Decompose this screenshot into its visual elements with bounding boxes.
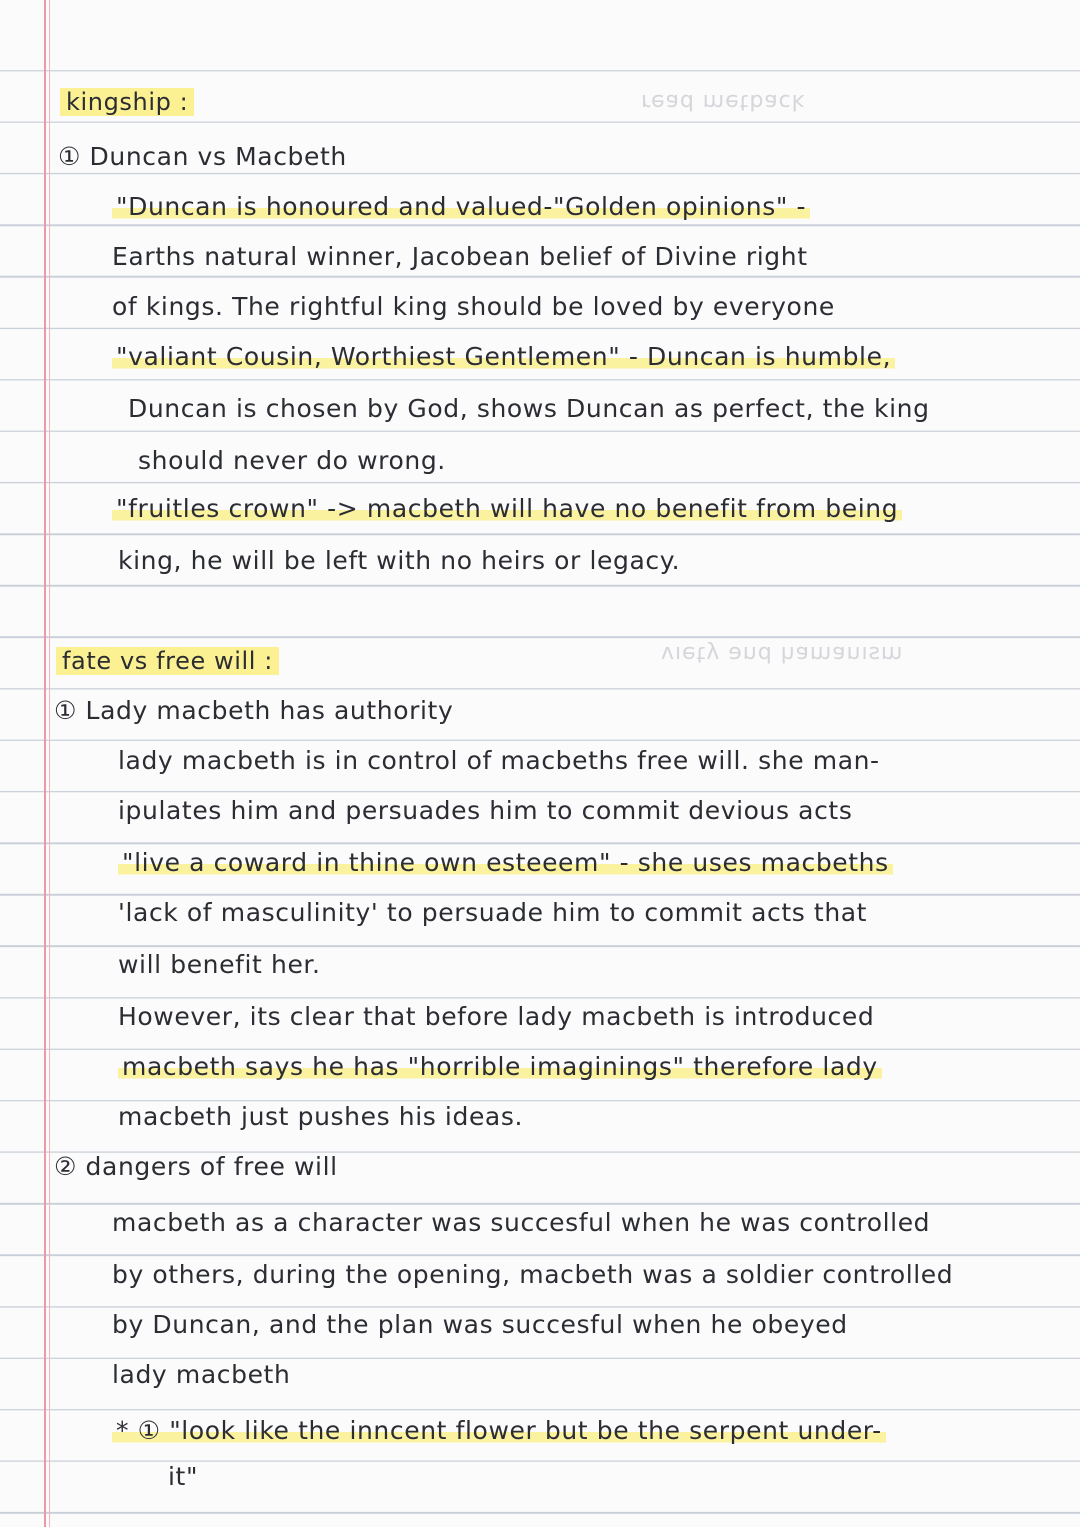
note-line: it" <box>168 1462 199 1491</box>
note-line: * ① "look like the inncent flower but be the serpent under- <box>112 1416 886 1445</box>
note-line: "live a coward in thine own esteeem" - she uses macbeths <box>118 848 893 877</box>
note-line: king, he will be left with no heirs or legacy. <box>118 546 681 575</box>
note-line: should never do wrong. <box>138 446 446 475</box>
note-line: 'lack of masculinity' to persuade him to commit acts that <box>118 898 868 927</box>
note-line: ipulates him and persuades him to commit devious acts <box>118 796 853 825</box>
section-heading-fate: fate vs free will : <box>56 647 279 675</box>
note-line: "fruitles crown" -> macbeth will have no benefit from being <box>112 494 902 523</box>
margin-line-inner <box>49 0 50 1527</box>
note-line: Duncan is chosen by God, shows Duncan as perfect, the king <box>128 394 930 423</box>
note-line: lady macbeth <box>112 1360 291 1389</box>
note-line: by Duncan, and the plan was succesful when he obeyed <box>112 1310 848 1339</box>
note-line: macbeth as a character was succesful when he was controlled <box>112 1208 931 1237</box>
point-title: ① Duncan vs Macbeth <box>58 142 347 171</box>
bleed-through-text: ʞɔɐqʇǝɯ pɐǝɹ <box>640 88 807 113</box>
note-line: "valiant Cousin, Worthiest Gentlemen" - Duncan is humble, <box>112 342 895 371</box>
note-line: lady macbeth is in control of macbeths free will. she man- <box>118 746 880 775</box>
section-heading-kingship: kingship : <box>60 88 194 116</box>
note-line: of kings. The rightful king should be loved by everyone <box>112 292 835 321</box>
margin-line <box>44 0 46 1527</box>
note-line: Earths natural winner, Jacobean belief of Divine right <box>112 242 808 271</box>
point-title: ② dangers of free will <box>54 1152 338 1181</box>
note-line: by others, during the opening, macbeth was a soldier controlled <box>112 1260 954 1289</box>
note-line: macbeth just pushes his ideas. <box>118 1102 524 1131</box>
note-line: However, its clear that before lady macbeth is introduced <box>118 1002 875 1031</box>
note-line: "Duncan is honoured and valued-"Golden opinions" - <box>112 192 810 221</box>
bleed-through-text: ɯsıuɐɯɐɥ pue ʎʇǝıʌ <box>660 640 903 665</box>
point-title: ① Lady macbeth has authority <box>54 696 454 725</box>
note-line: macbeth says he has "horrible imaginings" therefore lady <box>118 1052 882 1081</box>
note-line: will benefit her. <box>118 950 321 979</box>
